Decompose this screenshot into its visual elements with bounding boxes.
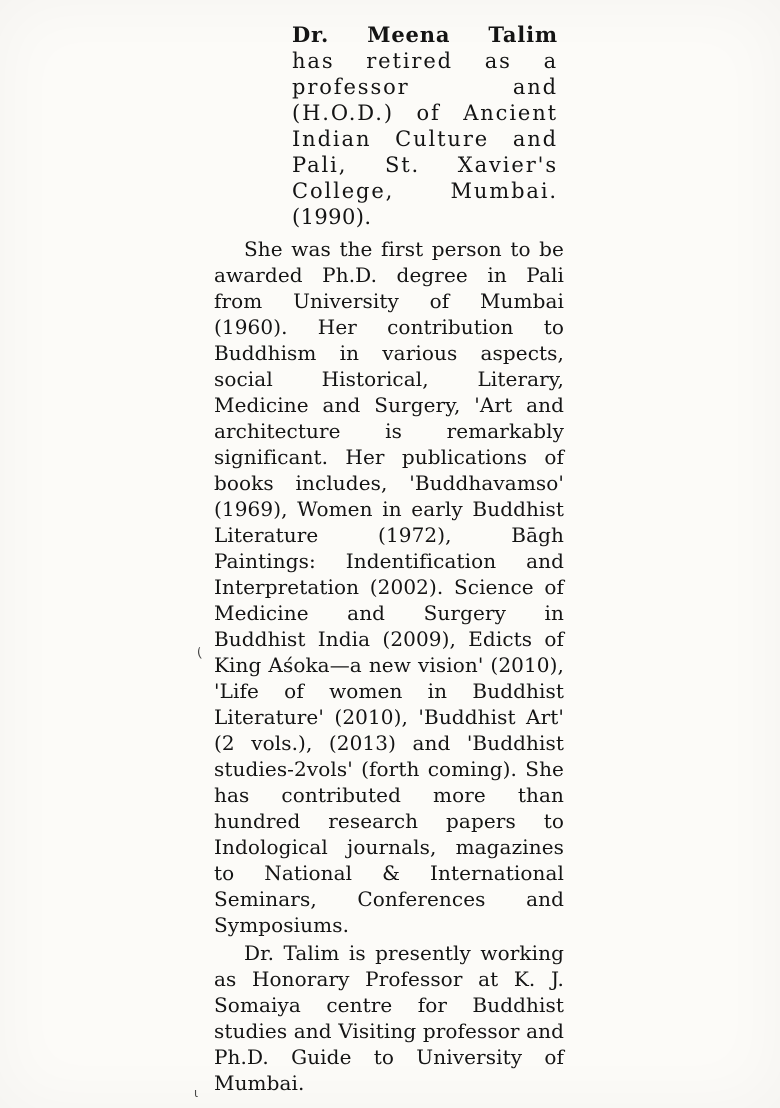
intro-line: Indian Culture and (292, 127, 558, 151)
scan-artifact: ( (195, 645, 204, 662)
intro-line: (1990). (292, 205, 372, 229)
author-name: Dr. Meena Talim (292, 22, 558, 47)
author-intro-block (292, 22, 558, 230)
text-column (214, 22, 564, 1096)
intro-line: has retired as a (292, 49, 558, 73)
intro-line: Pali, St. Xavier's (292, 153, 558, 177)
bio-paragraph-2: Dr. Talim is presently working as Honorary Professor at K. J. Somaiya centre for Buddhist studies and Visiting professor and Ph.D. Guide to University of Mumbai. (214, 941, 564, 1095)
bio-paragraph-1: She was the first person to be awarded Ph.D. degree in Pali from University of Mumbai (1960). Her contribution to Buddhism in various aspects, social Historical, Literary, Medicine and Surgery, 'Art and architecture is remarkably significant. Her publications of books includes, 'Buddhavamso' (1969), Women in early Buddhist Literature (1972), Bāgh Paintings: Indentification and Interpretation (2002). Science of Medicine and Surgery in Buddhist India (2009), Edicts of King Aśoka—a new vision' (2010), 'Life of women in Buddhist Literature' (2010), 'Buddhist Art' (2 vols.), (2013) and 'Buddhist studies-2vols' (forth coming). She has contributed more than hundred research papers to Indological journals, magazines to National & International Seminars, Conferences and Symposiums. (214, 237, 564, 937)
intro-line: professor and (292, 75, 558, 99)
intro-line: College, Mumbai. (292, 179, 558, 203)
scan-artifact: ι (194, 1086, 199, 1100)
intro-line: (H.O.D.) of Ancient (292, 101, 558, 125)
